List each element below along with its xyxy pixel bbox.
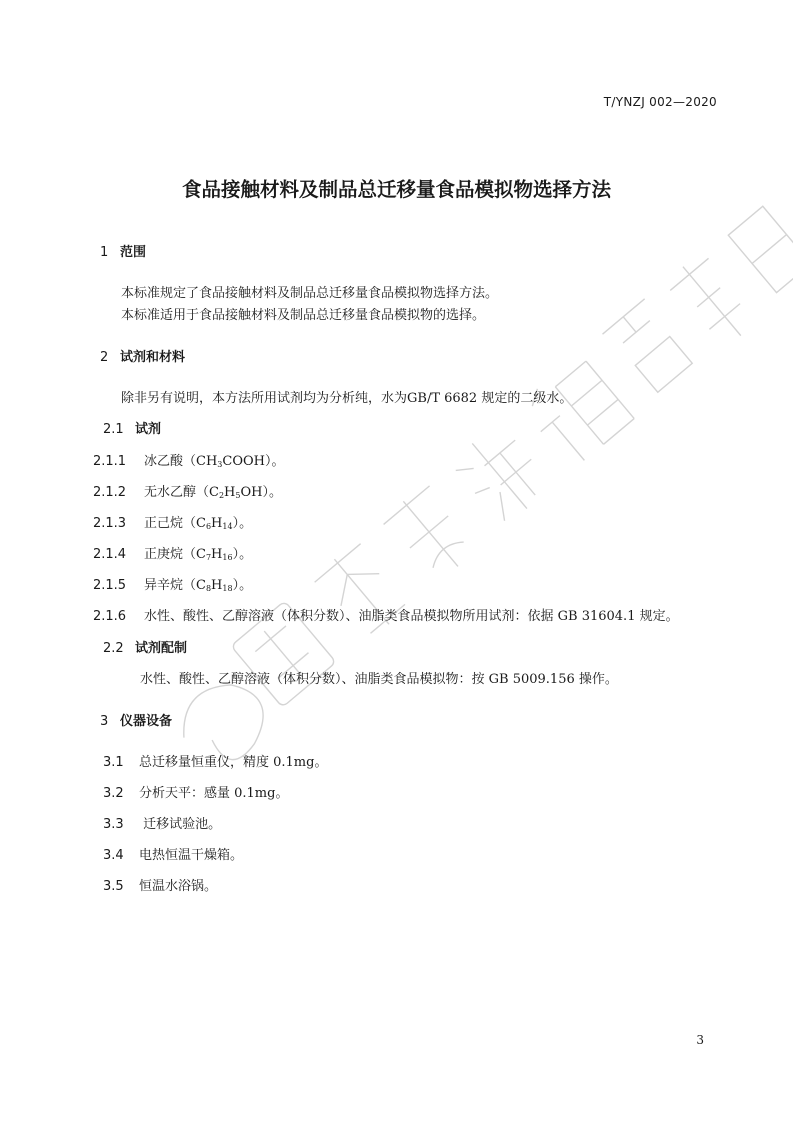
section-heading xyxy=(100,241,146,260)
watermark-glyph xyxy=(603,299,697,396)
page-title: 食品接触材料及制品总迁移量食品模拟物选择方法 xyxy=(181,178,611,201)
section-number: 3 xyxy=(100,714,109,729)
subsection-number: 2.2 xyxy=(103,641,124,656)
list-item xyxy=(103,782,288,801)
item-text: 无水乙醇（C xyxy=(144,485,219,500)
list-item xyxy=(103,751,327,770)
item-number: 2.1.5 xyxy=(93,578,127,593)
item-text: H xyxy=(211,578,223,593)
subsection-heading xyxy=(103,637,187,656)
page-number: 3 xyxy=(696,1033,704,1047)
item-number: 2.1.4 xyxy=(93,547,127,562)
paragraph: 水性、酸性、乙醇溶液（体积分数）、油脂类食品模拟物：按 GB 5009.156 操作。 xyxy=(140,672,618,687)
item-number: 2.1.6 xyxy=(93,609,127,624)
item-text: 水性、酸性、乙醇溶液（体积分数）、油脂类食品模拟物所用试剂：依据 GB 31604.1 规定。 xyxy=(144,609,679,624)
section-number: 1 xyxy=(100,245,109,260)
section-title: 试剂和材料 xyxy=(120,350,186,365)
watermark-glyph xyxy=(518,353,634,470)
item-number: 2.1.1 xyxy=(93,454,127,469)
item-text: 异辛烷（C xyxy=(144,578,206,593)
item-text: 电热恒温干燥箱。 xyxy=(139,848,244,863)
subsection-number: 2.1 xyxy=(103,422,124,437)
paragraph: 本标准适用于食品接触材料及制品总迁移量食品模拟物的选择。 xyxy=(121,308,486,323)
item-text: ）。 xyxy=(265,454,285,469)
item-number: 3.1 xyxy=(103,755,124,770)
paragraph: 除非另有说明，本方法所用试剂均为分析纯，水为GB/T 6682 规定的二级水。 xyxy=(121,391,573,406)
subscript: 7 xyxy=(205,553,212,562)
list-item xyxy=(93,512,252,531)
item-text: 冰乙酸（CH xyxy=(144,454,218,469)
item-text: H xyxy=(224,485,236,500)
section-number: 2 xyxy=(100,350,109,365)
item-text: 总迁移量恒重仪，精度 0.1mg。 xyxy=(139,755,328,770)
item-number: 3.4 xyxy=(103,848,124,863)
item-text: H xyxy=(211,547,223,562)
list-item xyxy=(103,875,217,894)
subsection-title: 试剂 xyxy=(135,422,162,437)
subscript: 16 xyxy=(222,553,233,562)
item-number: 3.3 xyxy=(103,817,124,832)
subsection-heading xyxy=(103,418,161,437)
watermark-glyph xyxy=(380,482,481,586)
item-number: 2.1.3 xyxy=(93,516,127,531)
list-item xyxy=(93,450,285,469)
subscript: 2 xyxy=(218,491,225,500)
subscript: 8 xyxy=(205,584,212,593)
item-text: 迁移试验池。 xyxy=(139,817,222,832)
item-text: COOH xyxy=(222,454,265,469)
list-item xyxy=(103,844,243,863)
item-text: 正己烷（C xyxy=(144,516,206,531)
item-text: OH）。 xyxy=(240,485,282,500)
subsection-title: 试剂配制 xyxy=(135,641,188,656)
subscript: 5 xyxy=(235,491,241,500)
item-text: 正庚烷（C xyxy=(144,547,206,562)
item-number: 3.5 xyxy=(103,879,124,894)
subscript: 3 xyxy=(217,460,223,469)
item-text: 分析天平：感量 0.1mg。 xyxy=(139,786,289,801)
list-item xyxy=(103,813,221,832)
list-item xyxy=(93,543,252,562)
watermark-glyph xyxy=(664,251,760,352)
item-text: ）。 xyxy=(232,578,253,593)
subscript: 6 xyxy=(205,522,212,531)
item-text: H xyxy=(211,516,223,531)
item-number: 2.1.2 xyxy=(93,485,127,500)
section-title: 仪器设备 xyxy=(120,714,173,729)
watermark-glyph xyxy=(311,540,412,644)
subscript: 18 xyxy=(222,584,233,593)
item-text: ）。 xyxy=(232,516,253,531)
watermark-glyph xyxy=(449,421,553,528)
item-number: 3.2 xyxy=(103,786,124,801)
watermark-glyph xyxy=(728,206,793,292)
section-heading xyxy=(100,710,172,729)
document-code: T/YNZJ 002—2020 xyxy=(603,95,717,109)
list-item xyxy=(93,481,282,500)
item-text: 恒温水浴锅。 xyxy=(139,879,218,894)
section-heading xyxy=(100,346,185,365)
item-text: ）。 xyxy=(232,547,253,562)
list-item xyxy=(93,605,679,624)
section-title: 范围 xyxy=(120,245,147,260)
list-item xyxy=(93,574,252,593)
paragraph: 本标准规定了食品接触材料及制品总迁移量食品模拟物选择方法。 xyxy=(121,286,499,301)
subscript: 14 xyxy=(222,522,233,531)
